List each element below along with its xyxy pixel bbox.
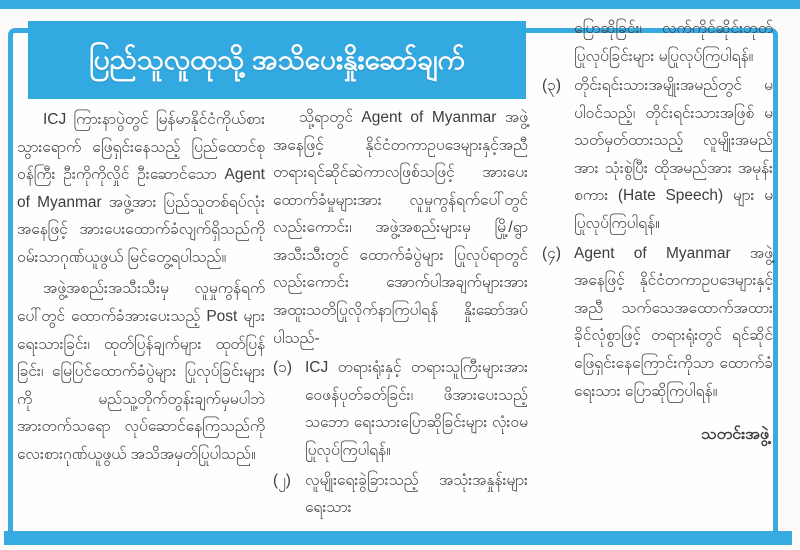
top-blue-strip (0, 0, 800, 9)
column-left (17, 106, 265, 473)
list-item-number: (၁) (273, 359, 293, 377)
continuation-text: ပြောဆိုခြင်း၊ လက်ကိုင်ဆိုင်းဘုတ် ပြုလုပ်ခြင်းများ မပြုလုပ်ကြပါရန်။ (574, 20, 773, 65)
headline-banner (28, 21, 526, 99)
list-item (273, 354, 528, 464)
list-item-number: (၄) (542, 244, 562, 262)
list-item-number: (၃) (542, 77, 562, 95)
bottom-blue-strip (4, 531, 792, 545)
column-middle (273, 104, 528, 522)
paragraph: သို့ရာတွင် Agent of Myanmar အဖွဲ့အနေဖြင့် နိုင်ငံတကာဥပဒေများနှင့်အညီ တရားရင်ဆိုင်ဆဲကာလဖြစ်သဖြင့် အားပေးထောက်ခံမှုများအား လူမှုကွန်ရက်ပေါ်တွင်လည်းကောင်း၊ အဖွဲ့အစည်းများမှ မြို့/ရွာအသီးသီးတွင် ထောက်ခံပွဲများ ပြုလုပ်ရာတွင်လည်းကောင်း အောက်ပါအချက်များအား အထူးသတိပြုလိုက်နာကြပါရန် နှိုးဆော်အပ်ပါသည်- (273, 109, 528, 347)
list-item-text: တိုင်းရင်းသားအမျိုးအမည်တွင် မပါဝင်သည့်၊ တိုင်းရင်းသားအဖြစ် မသတ်မှတ်ထားသည့် လူမျိုးအမည်အား သုံးစွဲပြီး ထိုအမည်အား အမုန်းစကား (Hate Speech) များ မပြုလုပ်ကြပါရန်။ (574, 77, 773, 233)
paragraph: ICJ ကြားနာပွဲတွင် မြန်မာနိုင်ငံကိုယ်စား သွားရောက် ဖြေရှင်းနေသည့် ပြည်ထောင်စုဝန်ကြီး ဦးကိုကိုလှိုင် ဦးဆောင်သော Agent of Myanmar အဖွဲ့အား ပြည်သူတစ်ရပ်လုံးအနေဖြင့် အားပေးထောက်ခံလျက်ရှိသည်ကို ဝမ်းသာဂုဏ်ယူဖွယ် မြင်တွေ့ရပါသည်။ (17, 111, 265, 266)
list-item (542, 240, 773, 405)
list-item (542, 72, 773, 237)
page-title: ပြည်သူလူထုသို့ အသိပေးနှိုးဆော်ချက် (89, 44, 465, 76)
column-right (542, 15, 773, 450)
list-item-text: Agent of Myanmar အဖွဲ့အနေဖြင့် နိုင်ငံတကာဥပဒေများနှင့်အညီ သက်သေအထောက်အထား ခိုင်လုံစွာဖြင့် တရားရုံးတွင် ရင်ဆိုင်ဖြေရှင်းနေကြောင်းကိုသာ ထောက်ခံရေးသား ပြောဆိုကြပါရန်။ (574, 244, 773, 400)
list-item-number: (၂) (273, 471, 291, 489)
signature: သတင်းအဖွဲ့ (701, 426, 769, 444)
paragraph: အဖွဲ့အစည်းအသီးသီးမှ လူမှုကွန်ရက်ပေါ်တွင် ထောက်ခံအားပေးသည့် Post များ ရေးသားခြင်း၊ ထုတ်ပြန်ချက်များ ထုတ်ပြန်ခြင်း၊ မြေပြင်ထောက်ခံပွဲများ ပြုလုပ်ခြင်းများကို မည်သူ့တိုက်တွန်းချက်မှမပါဘဲ အားတက်သရော လုပ်ဆောင်နေကြသည်ကို လေးစားဂုဏ်ယူဖွယ် အသိအမှတ်ပြုပါသည်။ (17, 280, 265, 463)
list-item-text: ICJ တရားရုံးနှင့် တရားသူကြီးများအား ဝေဖန်ပုတ်ခတ်ခြင်း၊ ဖိအားပေးသည့်သဘော ရေးသားပြောဆိုခြင်းများ လုံးဝမပြုလုပ်ကြပါရန်။ (305, 359, 528, 459)
list-item-text: လူမျိုးရေးခွဲခြားသည့် အသုံးအနှုန်းများ ရေးသား (305, 471, 528, 517)
list-item (273, 467, 528, 522)
